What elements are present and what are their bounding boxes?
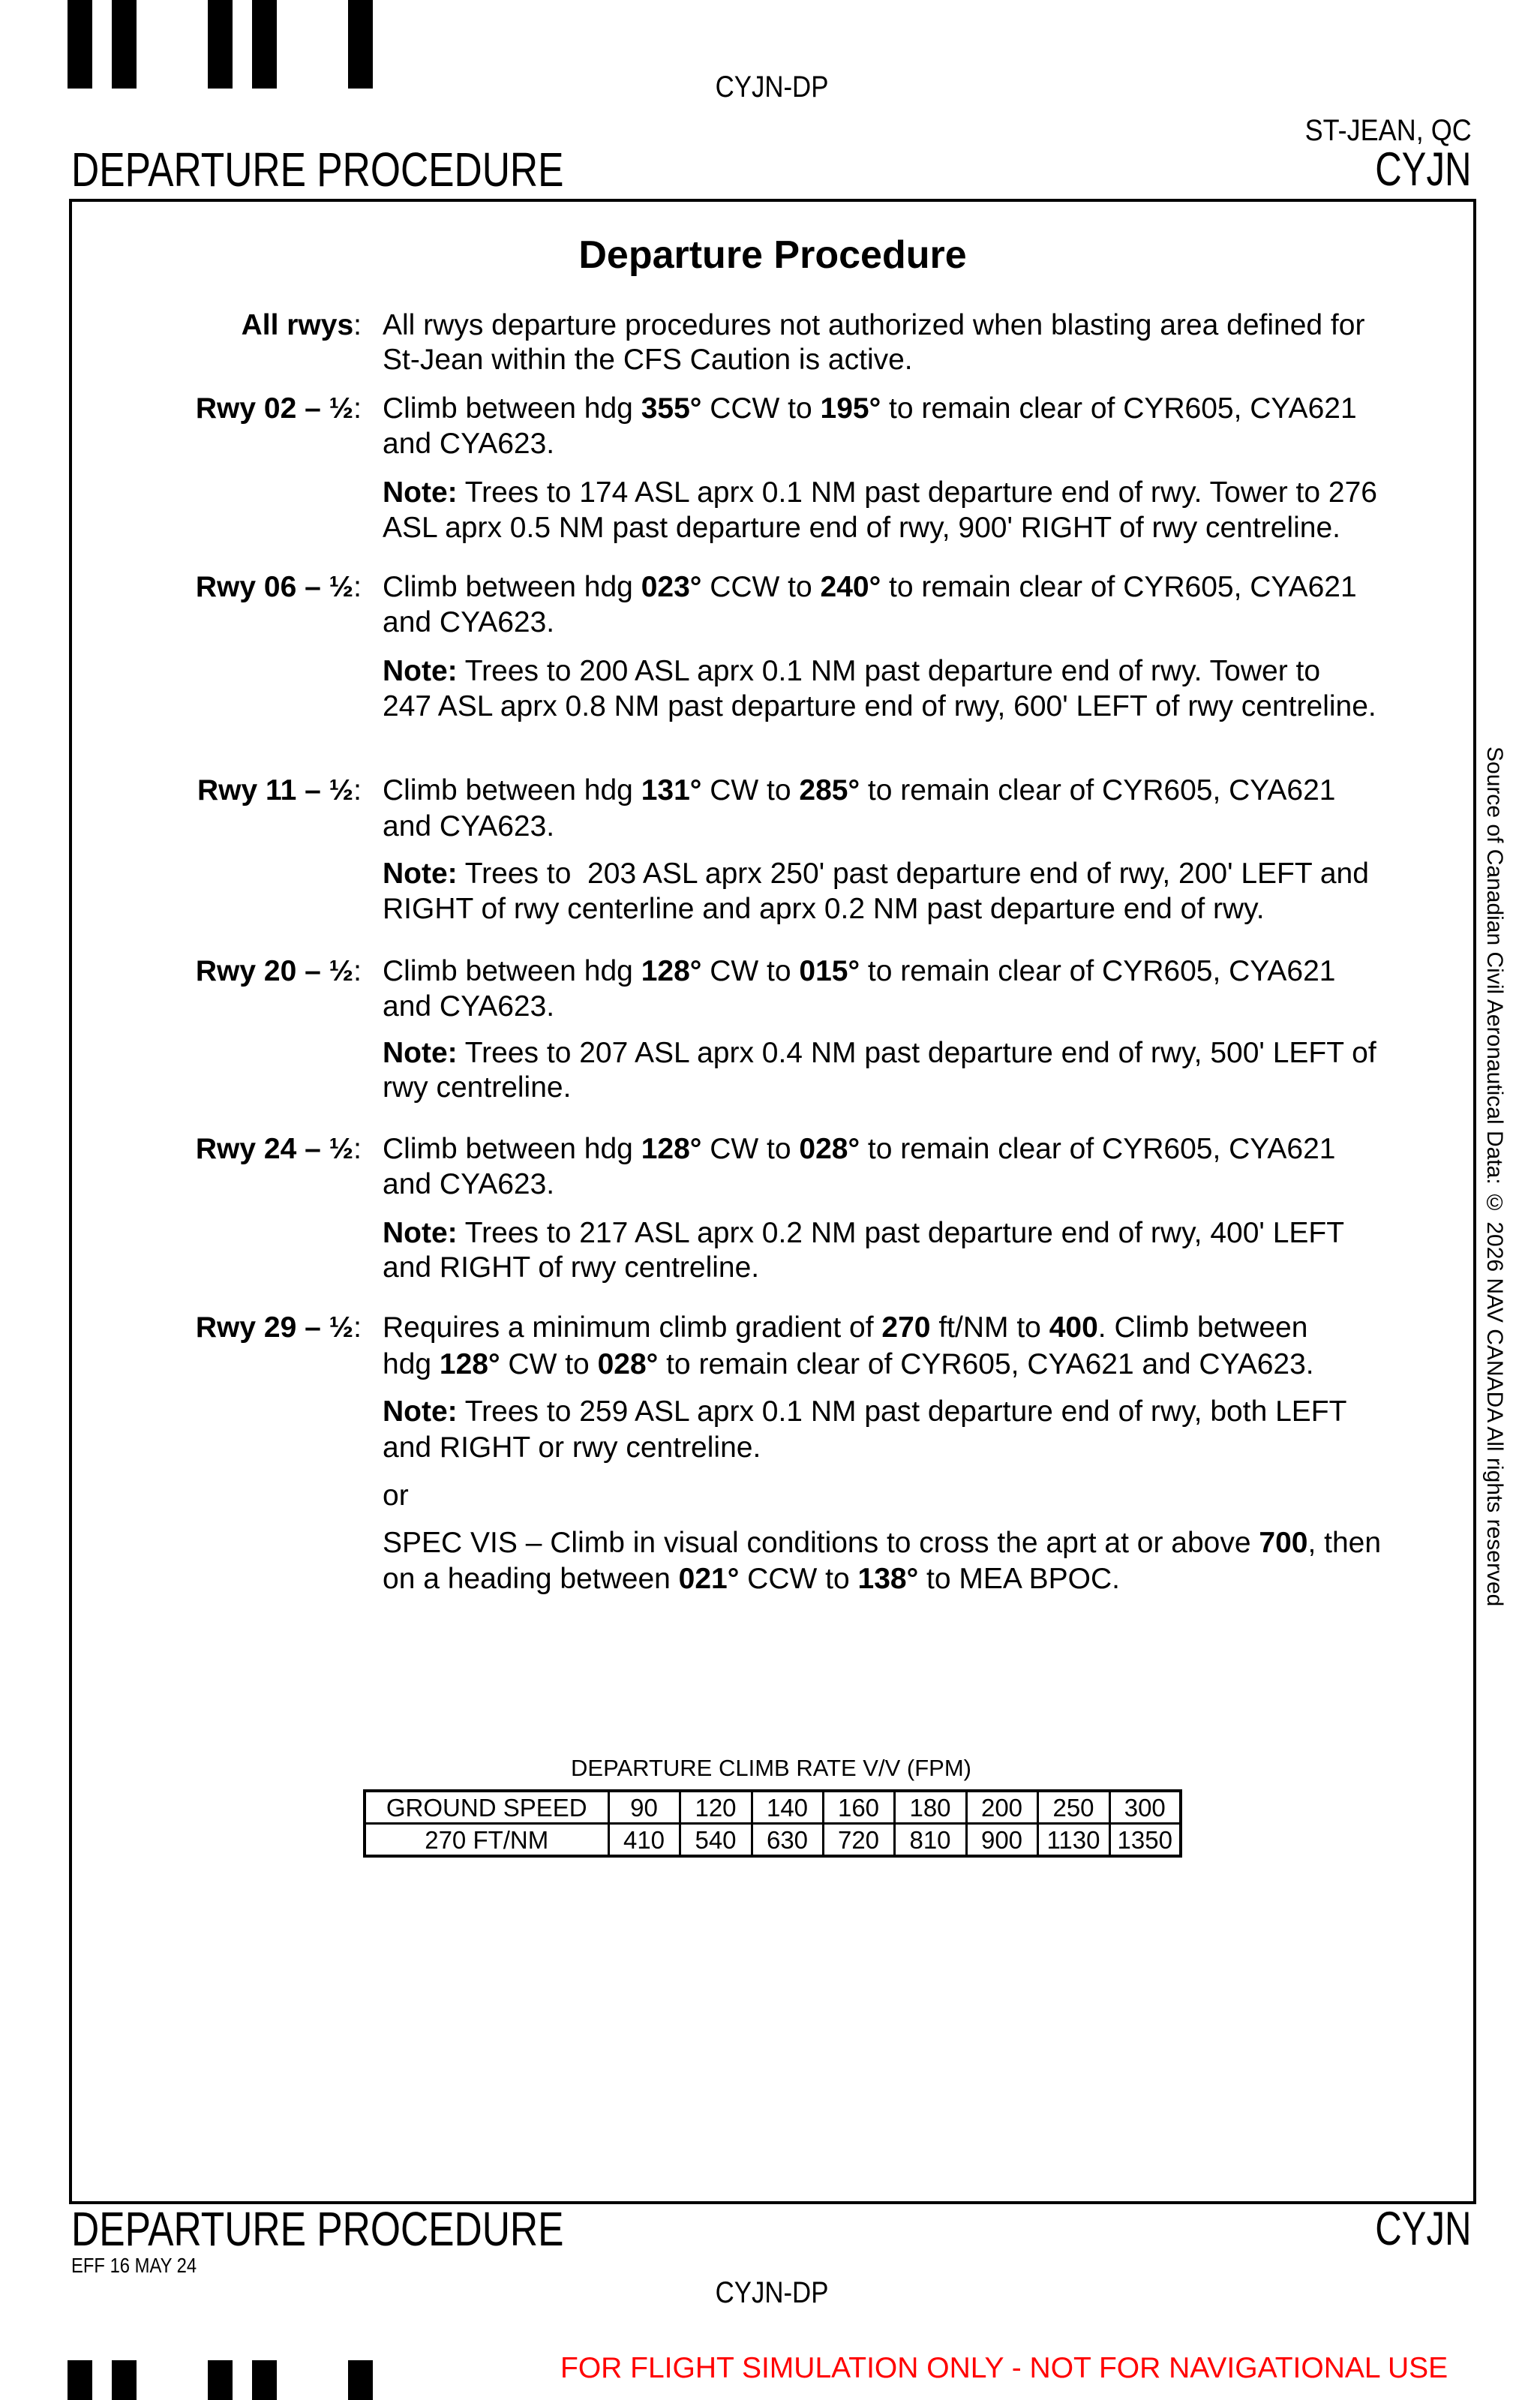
bold-text: 028° [597,1347,659,1380]
text-segment: CW to [701,1132,800,1165]
runway-label [0,394,362,423]
procedure-line [383,1564,1120,1593]
procedure-line [383,992,554,1021]
text-segment: to MEA BPOC. [918,1562,1120,1595]
label-separator: : [353,308,362,341]
text-segment: and CYA623. [383,605,555,638]
text-segment: and CYA623. [383,990,555,1023]
text-segment: CCW to [701,392,821,425]
bold-text: 700 [1259,1526,1308,1559]
note-line [383,1038,1376,1068]
table-cell: 720 [823,1824,894,1857]
table-cell: 140 [752,1791,823,1824]
text-segment: CCW to [739,1562,858,1595]
procedure-line [383,1253,759,1282]
bold-text: 131° [641,773,702,807]
runway-label [0,1134,362,1164]
text-segment: and CYA623. [383,427,555,460]
text-segment: rwy centreline. [383,1071,572,1104]
table-row [365,1824,1181,1857]
bold-text: 285° [799,773,860,807]
table-cell: 300 [1109,1791,1181,1824]
climb-table-title: DEPARTURE CLIMB RATE V/V (FPM) [571,1755,971,1781]
bold-text: 015° [799,954,860,987]
text-segment: All rwys departure procedures not authorized when blasting area defined for [383,308,1365,341]
note-line [383,656,1320,686]
bold-text: 128° [641,954,702,987]
text-segment: and CYA623. [383,810,555,843]
airport-code: CYJN [1375,143,1472,196]
table-cell: 200 [966,1791,1037,1824]
bold-text: 240° [820,570,881,603]
text-segment: and RIGHT of rwy centreline. [383,1251,760,1284]
bold-text: 138° [857,1562,919,1595]
bold-text: 128° [439,1347,500,1380]
location: ST-JEAN, QC [1304,114,1472,147]
copyright-note: Source of Canadian Civil Aeronautical Data: © 2026 NAV CANADA All rights reserved [1482,746,1507,1607]
procedure-line [383,689,1376,722]
bold-text: Note: [383,476,458,509]
runway-label-text: All rwys [241,308,354,341]
procedure-line [383,1073,571,1102]
bold-text: 128° [641,1132,702,1165]
text-segment: Climb between hdg [383,570,641,603]
procedure-line [383,812,554,841]
table-cell: 630 [752,1824,823,1857]
procedure-line [383,394,1357,423]
runway-label [0,1313,362,1342]
barcode-mark [112,0,137,89]
text-segment: 247 ASL aprx 0.8 NM past departure end of rwy, 600' LEFT of rwy centreline. [383,689,1376,722]
simulation-disclaimer: FOR FLIGHT SIMULATION ONLY - NOT FOR NAVIGATIONAL USE [560,2352,1448,2384]
table-cell: 180 [894,1791,966,1824]
text-segment: to remain clear of CYR605, CYA621 [860,1132,1336,1165]
text-segment: RIGHT of rwy centerline and aprx 0.2 NM past departure end of rwy. [383,892,1265,925]
procedure-line [383,1167,555,1200]
runway-label [0,308,362,341]
bold-text: Note: [383,1036,458,1069]
procedure-line [383,1433,761,1462]
text-segment: , then [1307,1526,1382,1559]
row-label-cell: GROUND SPEED [365,1791,608,1824]
text-segment: Trees to 203 ASL aprx 250' past departure end of rwy, 200' LEFT and [457,857,1369,890]
barcode-mark [252,2360,277,2400]
procedure-line [383,513,1340,542]
runway-label [0,954,362,987]
text-segment: Climb between hdg [383,954,641,987]
text-segment: . Climb between [1097,1311,1308,1344]
text-segment: hdg [383,1347,440,1380]
text-segment: to remain clear of CYR605, CYA621 and CYA623. [658,1347,1314,1380]
procedure-line [383,1347,1314,1380]
note-line [383,1218,1344,1248]
text-segment: to remain clear of CYR605, CYA621 [881,392,1357,425]
text-segment: to remain clear of CYR605, CYA621 [881,570,1357,603]
barcode-mark [208,2360,233,2400]
procedure-line [383,1134,1335,1164]
runway-label-text: Rwy 11 – ½ [197,773,354,807]
table-cell: 160 [823,1791,894,1824]
bold-text: 400 [1049,1311,1098,1344]
note-line [383,1397,1346,1426]
footer-chart-title: DEPARTURE PROCEDURE [71,2202,564,2256]
procedure-line [383,572,1357,602]
procedure-line [383,1481,409,1510]
procedure-line [383,1313,1307,1342]
text-segment: Trees to 217 ASL aprx 0.2 NM past departure end of rwy, 400' LEFT [457,1216,1345,1249]
runway-label [0,572,362,602]
footer-airport-code: CYJN [1375,2203,1472,2255]
table-cell: 810 [894,1824,966,1857]
runway-label-text: Rwy 20 – ½ [195,954,354,987]
text-segment: and CYA623. [383,1167,555,1200]
text-segment: Climb between hdg [383,392,641,425]
bold-text: Note: [383,857,458,890]
barcode-mark [68,0,92,89]
text-segment: Climb between hdg [383,773,641,807]
table-cell: 1350 [1109,1824,1181,1857]
text-segment: Trees to 207 ASL aprx 0.4 NM past departure end of rwy, 500' LEFT of [457,1036,1376,1069]
runway-label-text: Rwy 06 – ½ [195,570,354,603]
barcode-mark [208,0,233,89]
text-segment: SPEC VIS – Climb in visual conditions to cross the aprt at or above [383,1526,1259,1559]
procedure-line [383,345,913,374]
text-segment: ft/NM to [930,1311,1049,1344]
procedure-line [383,894,1265,924]
chart-title: DEPARTURE PROCEDURE [71,143,564,197]
effective-date: EFF 16 MAY 24 [71,2254,197,2277]
runway-label-text: Rwy 29 – ½ [195,1311,354,1344]
text-segment: CCW to [701,570,821,603]
text-segment: CW to [500,1347,598,1380]
barcode-mark [112,2360,137,2400]
runway-label-text: Rwy 02 – ½ [195,392,354,425]
bold-text: 270 [881,1311,931,1344]
bold-text: 021° [678,1562,740,1595]
text-segment: and RIGHT or rwy centreline. [383,1431,761,1464]
barcode-mark [252,0,277,89]
text-segment: to remain clear of CYR605, CYA621 [860,773,1336,807]
runway-label-text: Rwy 24 – ½ [195,1132,354,1165]
note-line [383,478,1377,507]
label-separator: : [353,392,362,425]
procedure-line [383,773,1336,807]
text-segment: ASL aprx 0.5 NM past departure end of rwy, 900' RIGHT of rwy centreline. [383,511,1340,544]
chart-id-top: CYJN-DP [715,71,829,104]
text-segment: St-Jean within the CFS Caution is active. [383,343,913,376]
row-label-cell: 270 FT/NM [365,1824,608,1857]
table-header-row [365,1791,1181,1824]
barcode-mark [348,0,373,89]
text-segment: or [383,1479,409,1512]
table-cell: 1130 [1037,1824,1109,1857]
text-segment: Climb between hdg [383,1132,641,1165]
chart-id-bottom: CYJN-DP [715,2276,829,2309]
bold-text: Note: [383,654,458,687]
procedure-line [383,308,1365,341]
procedure-line [383,605,555,638]
text-segment: Trees to 174 ASL aprx 0.1 NM past departure end of rwy. Tower to 276 [457,476,1377,509]
procedure-title: Departure Procedure [578,233,967,277]
climb-rate-table [363,1789,1182,1858]
text-segment: CW to [701,954,800,987]
table-cell: 900 [966,1824,1037,1857]
table-cell: 120 [680,1791,752,1824]
table-cell: 90 [608,1791,680,1824]
label-separator: : [353,1132,362,1165]
label-separator: : [353,1311,362,1344]
text-segment: Requires a minimum climb gradient of [383,1311,882,1344]
text-segment: Trees to 259 ASL aprx 0.1 NM past departure end of rwy, both LEFT [457,1395,1347,1428]
bold-text: Note: [383,1395,458,1428]
table-cell: 250 [1037,1791,1109,1824]
bold-text: 195° [820,392,881,425]
table-cell: 410 [608,1824,680,1857]
barcode-mark [348,2360,373,2400]
label-separator: : [353,954,362,987]
barcode-mark [68,2360,92,2400]
text-segment: to remain clear of CYR605, CYA621 [860,954,1336,987]
text-segment: CW to [701,773,800,807]
label-separator: : [353,570,362,603]
text-segment: on a heading between [383,1562,679,1595]
table-cell: 540 [680,1824,752,1857]
note-line [383,859,1369,888]
bold-text: Note: [383,1216,458,1249]
bold-text: 355° [641,392,702,425]
procedure-line [383,1528,1381,1557]
runway-label [0,773,362,807]
text-segment: Trees to 200 ASL aprx 0.1 NM past departure end of rwy. Tower to [457,654,1321,687]
label-separator: : [353,773,362,807]
bold-text: 023° [641,570,702,603]
procedure-line [383,954,1336,987]
bold-text: 028° [799,1132,860,1165]
procedure-line [383,429,554,458]
